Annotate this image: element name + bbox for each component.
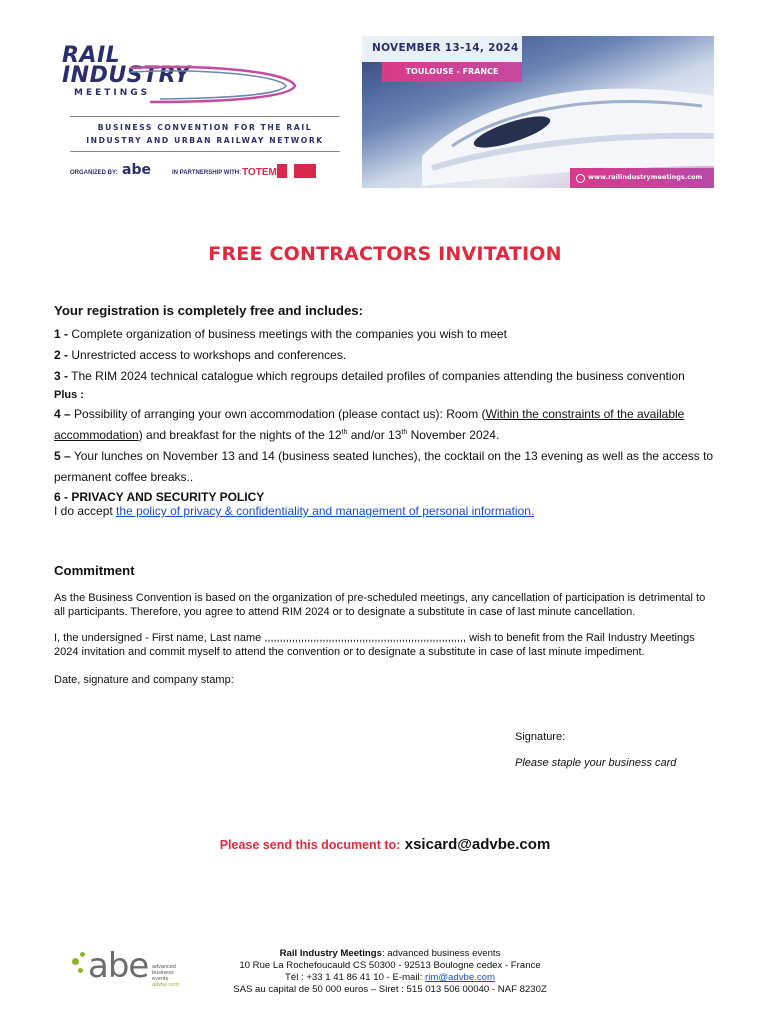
page-title: FREE CONTRACTORS INVITATION bbox=[208, 243, 562, 265]
tagline-line1: BUSINESS CONVENTION FOR THE RAIL bbox=[97, 123, 313, 132]
item-4 bbox=[54, 404, 716, 446]
event-banner bbox=[362, 36, 714, 188]
abe-sub-2: business bbox=[152, 970, 174, 976]
banner-location: TOULOUSE - FRANCE bbox=[405, 67, 499, 76]
date-signature-line: Date, signature and company stamp: bbox=[54, 674, 234, 686]
commitment-section bbox=[54, 560, 716, 687]
tagline bbox=[70, 116, 340, 152]
logo-dot-icon bbox=[80, 952, 85, 957]
item-4-sup2: th bbox=[401, 429, 408, 436]
abe-logo-text: abe bbox=[88, 946, 149, 986]
organizer-logo: abe bbox=[122, 162, 151, 178]
abe-sub-3: events bbox=[152, 976, 169, 982]
item-4-sup1: th bbox=[341, 429, 348, 436]
banner-location-box bbox=[382, 62, 522, 82]
banner-date: NOVEMBER 13-14, 2024 bbox=[372, 42, 519, 54]
banner-url: www.railindustrymeetings.com bbox=[588, 173, 703, 181]
abe-logo bbox=[68, 946, 188, 992]
footer-brand-line bbox=[200, 948, 580, 960]
accommodation-constraint: Within the constraints of the available accommodation bbox=[54, 407, 685, 442]
item-4-num: 4 – bbox=[54, 407, 71, 421]
item-2 bbox=[54, 345, 716, 366]
item-4-text-d: November 2024. bbox=[407, 428, 500, 442]
privacy-heading: 6 - PRIVACY AND SECURITY POLICY bbox=[54, 490, 265, 504]
item-2-num: 2 - bbox=[54, 348, 69, 362]
logo-line2: INDUSTRY bbox=[62, 63, 191, 88]
commitment-heading: Commitment bbox=[54, 563, 135, 578]
partner-badge-icon bbox=[294, 164, 316, 178]
item-4-text-a: Possibility of arranging your own accommodation (please contact us): Room ( bbox=[74, 407, 486, 421]
commitment-para2: I, the undersigned - First name, Last name ,,,,,,,,,,,,,,,,,,,,,,,,,,,,,,,,,,,,,,,,,,,,,,,,,,,,,,,,,,,,,,,,,, wish to benefit from the Rail Industry Meetings 2024 invitation and commit myself to attend the convention or to designate a substitute in case of last minute impediment. bbox=[54, 632, 695, 658]
footer-email-link[interactable]: rim@advbe.com bbox=[425, 972, 495, 983]
logo-dot-icon bbox=[72, 958, 79, 965]
commitment-para1: As the Business Convention is based on the organization of pre-scheduled meetings, any cancellation of participation is detrimental to all participants. Therefore, you agree to attend RIM 2024 or to designate a substitute in case of last minute cancellation. bbox=[54, 592, 706, 618]
logo-swoosh-icon bbox=[90, 62, 300, 106]
banner-url-box bbox=[570, 168, 714, 188]
item-4-text-b: ) and breakfast for the nights of the 12 bbox=[138, 428, 342, 442]
abe-sub-4: advbe.com bbox=[152, 982, 179, 988]
footer-legal: SAS au capital de 50 000 euros – Siret : 515 013 506 00040 - NAF 8230Z bbox=[233, 984, 547, 995]
item-3-num: 3 - bbox=[54, 369, 69, 383]
logo-line1: RAIL bbox=[62, 43, 121, 68]
item-5-num: 5 – bbox=[54, 449, 71, 463]
item-3 bbox=[54, 366, 716, 387]
abe-sub-1: advanced bbox=[152, 964, 176, 970]
item-1 bbox=[54, 324, 716, 345]
item-6 bbox=[54, 490, 716, 518]
registration-section bbox=[54, 300, 716, 518]
organizers-row bbox=[62, 162, 362, 184]
footer-contact bbox=[200, 972, 580, 984]
footer-brand-rest: : advanced business events bbox=[381, 948, 501, 959]
plus-label: Plus : bbox=[54, 389, 84, 401]
partner-mark-icon bbox=[277, 164, 287, 178]
send-line bbox=[0, 836, 770, 854]
item-1-text: Complete organization of business meetings with the companies you wish to meet bbox=[71, 327, 507, 341]
privacy-text: I do accept bbox=[54, 504, 117, 518]
signature-label: Signature: bbox=[515, 731, 566, 743]
abe-logo-sub bbox=[152, 964, 179, 988]
globe-icon bbox=[576, 174, 585, 183]
send-label: Please send this document to: bbox=[219, 838, 401, 852]
footer-address: 10 Rue La Rochefoucauld CS 50300 - 92513 Boulogne cedex - France bbox=[239, 960, 541, 971]
item-5 bbox=[54, 446, 716, 488]
registration-heading: Your registration is completely free and includes: bbox=[54, 303, 364, 318]
item-3-text: The RIM 2024 technical catalogue which regroups detailed profiles of companies attending the business convention bbox=[71, 369, 685, 383]
item-4-text-c: and/or 13 bbox=[347, 428, 402, 442]
privacy-policy-link[interactable]: the policy of privacy & confidentiality and management of personal information. bbox=[116, 504, 535, 518]
send-email[interactable]: xsicard@advbe.com bbox=[404, 836, 551, 853]
organized-label: ORGANIZED BY: bbox=[70, 170, 118, 176]
footer-brand: Rail Industry Meetings bbox=[279, 948, 382, 959]
partner-logo: TOTEM bbox=[242, 167, 277, 178]
banner-date-box bbox=[362, 36, 522, 62]
footer-phone: Tél : +33 1 41 86 41 10 - E-mail: bbox=[285, 972, 425, 983]
logo-line3: MEETINGS bbox=[74, 88, 151, 98]
tagline-line2: INDUSTRY AND URBAN RAILWAY NETWORK bbox=[86, 136, 324, 145]
item-1-num: 1 - bbox=[54, 327, 69, 341]
item-2-text: Unrestricted access to workshops and conferences. bbox=[71, 348, 347, 362]
footer bbox=[200, 948, 580, 996]
logo-dot-icon bbox=[78, 968, 83, 973]
partnership-label: IN PARTNERSHIP WITH: bbox=[172, 170, 242, 176]
staple-note: Please staple your business card bbox=[515, 757, 677, 769]
item-5-text: Your lunches on November 13 and 14 (business seated lunches), the cocktail on the 13 evening as well as the access to permanent coffee breaks.. bbox=[54, 449, 714, 484]
